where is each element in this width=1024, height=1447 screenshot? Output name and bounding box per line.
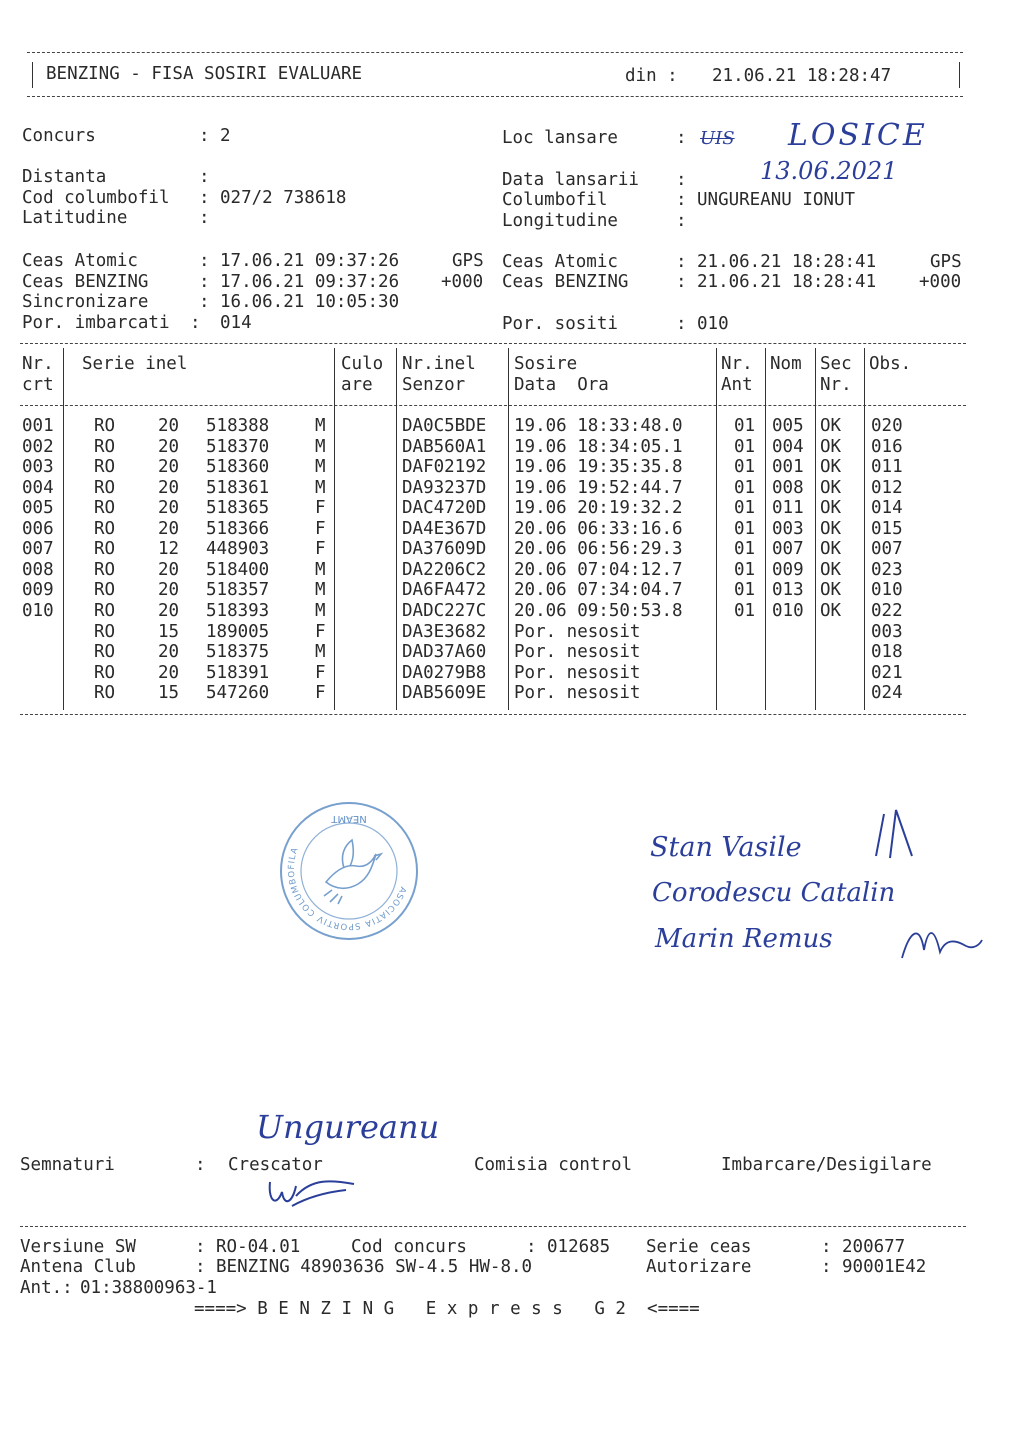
row-ring: 518370	[206, 436, 270, 457]
longitudine-label: Longitudine	[502, 211, 618, 231]
row-ring: 518366	[206, 518, 270, 539]
divider	[32, 62, 33, 88]
row-ant: 01	[734, 457, 756, 478]
row-obs: 011	[871, 457, 903, 478]
row-sosire: Por. nesosit	[514, 683, 641, 704]
row-nom: 005	[772, 416, 804, 436]
row-sex: M	[315, 416, 326, 436]
semnaturi-label: Semnaturi	[20, 1155, 115, 1175]
row-sosire: 20.06 06:56:29.3	[514, 539, 683, 560]
row-nr: 005	[22, 498, 54, 519]
row-ring: 518375	[206, 642, 270, 663]
row-sosire: 20.06 07:34:04.7	[514, 580, 683, 601]
row-obs: 012	[871, 477, 903, 498]
row-sex: M	[315, 477, 326, 498]
ceas-benzing-end-suffix: +000	[919, 272, 962, 292]
row-country: RO	[94, 559, 116, 580]
row-sosire: 20.06 06:33:16.6	[514, 518, 683, 539]
ceas-benzing-end-value: 21.06.21 18:28:41	[697, 272, 877, 292]
columbofil-value: UNGUREANU IONUT	[697, 190, 856, 210]
row-nom: 004	[772, 436, 804, 457]
row-sec: OK	[820, 539, 842, 560]
row-nr: 004	[22, 477, 54, 498]
row-ant: 01	[734, 600, 756, 621]
row-nom: 007	[772, 539, 804, 560]
row-senzor: DA37609D	[402, 539, 487, 560]
row-year: 20	[158, 436, 180, 457]
row-country: RO	[94, 498, 116, 519]
cod-columbofil-label: Cod columbofil	[22, 188, 170, 208]
commission-signature-3: Marin Remus	[655, 924, 833, 954]
row-sex: M	[315, 559, 326, 580]
row-nr: 003	[22, 457, 54, 478]
row-nom: 010	[772, 600, 804, 621]
col-header-sec-sub: Nr.	[820, 375, 852, 395]
divider	[20, 1226, 966, 1227]
row-sosire: 20.06 07:04:12.7	[514, 559, 683, 580]
imbarcati-value: 014	[220, 313, 252, 333]
row-obs: 021	[871, 662, 903, 683]
row-nr: 001	[22, 416, 54, 436]
row-country: RO	[94, 621, 116, 642]
col-header-nom: Nom	[770, 354, 802, 374]
row-senzor: DA0C5BDE	[402, 416, 487, 436]
col-header-obs: Obs.	[869, 354, 912, 374]
divider	[20, 343, 966, 344]
row-year: 20	[158, 559, 180, 580]
row-sosire: 19.06 18:34:05.1	[514, 436, 683, 457]
row-obs: 022	[871, 600, 903, 621]
sositi-label: Por. sositi	[502, 314, 618, 334]
row-country: RO	[94, 539, 116, 560]
row-sosire: 19.06 19:52:44.7	[514, 477, 683, 498]
signature-mark	[900, 920, 984, 966]
row-obs: 016	[871, 436, 903, 457]
row-sosire: Por. nesosit	[514, 642, 641, 663]
antena-label: Antena Club	[20, 1257, 136, 1277]
row-sex: F	[315, 662, 326, 683]
imbarcare-label: Imbarcare/Desigilare	[721, 1155, 932, 1175]
row-obs: 003	[871, 621, 903, 642]
col-header-nr: Nr.	[22, 354, 54, 374]
row-year: 20	[158, 498, 180, 519]
divider	[508, 348, 509, 710]
col-header-culoare-sub: are	[341, 375, 373, 395]
row-nr: 008	[22, 559, 54, 580]
row-sec: OK	[820, 436, 842, 457]
row-sex: F	[315, 621, 326, 642]
row-obs: 010	[871, 580, 903, 601]
row-ring: 448903	[206, 539, 270, 560]
divider	[815, 348, 816, 710]
row-year: 20	[158, 580, 180, 601]
col-header-sosire: Sosire	[514, 354, 578, 374]
col-header-senzor: Nr.inel	[402, 354, 476, 374]
divider	[959, 62, 960, 88]
row-obs: 018	[871, 642, 903, 663]
row-year: 12	[158, 539, 180, 560]
crescator-handwritten-name: Ungureanu	[256, 1108, 440, 1146]
ceas-benzing-start-suffix: +000	[441, 272, 484, 292]
serie-ceas-label: Serie ceas	[646, 1237, 752, 1257]
row-country: RO	[94, 662, 116, 683]
row-sosire: 19.06 19:35:35.8	[514, 457, 683, 478]
row-country: RO	[94, 642, 116, 663]
row-sec: OK	[820, 559, 842, 580]
row-obs: 024	[871, 683, 903, 704]
row-country: RO	[94, 477, 116, 498]
ant-value: 01:38800963-1	[80, 1278, 217, 1298]
row-obs: 023	[871, 559, 903, 580]
cod-concurs-value: 012685	[547, 1237, 611, 1257]
dove-icon	[324, 840, 381, 904]
row-ant: 01	[734, 539, 756, 560]
row-nom: 001	[772, 457, 804, 478]
col-header-culoare: Culo	[341, 354, 384, 374]
row-senzor: DA0279B8	[402, 662, 487, 683]
row-sex: M	[315, 600, 326, 621]
autorizare-label: Autorizare	[646, 1257, 752, 1277]
row-nr: 007	[22, 539, 54, 560]
sincronizare-label: Sincronizare	[22, 292, 149, 312]
antena-value: BENZING 48903636 SW-4.5 HW-8.0	[216, 1257, 533, 1277]
row-country: RO	[94, 436, 116, 457]
row-nr: 002	[22, 436, 54, 457]
serie-ceas-value: 200677	[842, 1237, 906, 1257]
row-sec: OK	[820, 498, 842, 519]
row-senzor: DA3E3682	[402, 621, 487, 642]
autorizare-value: 90001E42	[842, 1257, 927, 1277]
row-ant: 01	[734, 477, 756, 498]
row-ring: 189005	[206, 621, 270, 642]
ceas-atomic-start-value: 17.06.21 09:37:26	[220, 251, 400, 271]
row-senzor: DA2206C2	[402, 559, 487, 580]
row-ring: 518365	[206, 498, 270, 519]
row-year: 20	[158, 416, 180, 436]
col-header-ant: Nr.	[721, 354, 753, 374]
divider	[20, 405, 966, 406]
signature-mark	[866, 806, 918, 862]
row-senzor: DAF02192	[402, 457, 487, 478]
row-ring: 518388	[206, 416, 270, 436]
ceas-benzing-start-value: 17.06.21 09:37:26	[220, 272, 400, 292]
divider	[27, 52, 963, 53]
data-lansarii-handwritten: 13.06.2021	[760, 157, 898, 185]
divider	[63, 348, 64, 710]
row-sex: F	[315, 498, 326, 519]
row-nom: 011	[772, 498, 804, 519]
crescator-label: Crescator	[228, 1155, 323, 1175]
row-senzor: DAB5609E	[402, 683, 487, 704]
row-sosire: 19.06 20:19:32.2	[514, 498, 683, 519]
row-nom: 013	[772, 580, 804, 601]
row-ant: 01	[734, 580, 756, 601]
row-ring: 518360	[206, 457, 270, 478]
row-year: 15	[158, 621, 180, 642]
crescator-signature	[262, 1170, 362, 1216]
row-sec: OK	[820, 600, 842, 621]
row-country: RO	[94, 580, 116, 601]
col-header-sec: Sec	[820, 354, 852, 374]
report-date: 21.06.21 18:28:47	[712, 66, 892, 86]
row-ring: 547260	[206, 683, 270, 704]
sincronizare-value: 16.06.21 10:05:30	[220, 292, 400, 312]
divider	[27, 96, 963, 97]
row-sosire: 20.06 09:50:53.8	[514, 600, 683, 621]
row-ring: 518361	[206, 477, 270, 498]
ant-label: Ant.:	[20, 1278, 73, 1298]
distanta-label: Distanta	[22, 167, 107, 187]
row-senzor: DA6FA472	[402, 580, 487, 601]
row-nr: 009	[22, 580, 54, 601]
row-obs: 007	[871, 539, 903, 560]
loc-lansare-struck: UIS	[700, 128, 735, 149]
row-country: RO	[94, 683, 116, 704]
divider	[20, 714, 966, 715]
report-title: BENZING - FISA SOSIRI EVALUARE	[46, 64, 363, 84]
ceas-atomic-start-label: Ceas Atomic	[22, 251, 138, 271]
report-date-label: din :	[625, 66, 678, 86]
row-sex: F	[315, 539, 326, 560]
row-sex: M	[315, 580, 326, 601]
divider	[864, 348, 865, 710]
row-senzor: DAC4720D	[402, 498, 487, 519]
row-ring: 518393	[206, 600, 270, 621]
row-ring: 518400	[206, 559, 270, 580]
row-country: RO	[94, 416, 116, 436]
row-year: 20	[158, 457, 180, 478]
row-country: RO	[94, 600, 116, 621]
row-year: 20	[158, 600, 180, 621]
cod-columbofil-value: 027/2 738618	[220, 188, 347, 208]
row-year: 15	[158, 683, 180, 704]
row-sosire: 19.06 18:33:48.0	[514, 416, 683, 436]
commission-signature-2: Corodescu Catalin	[652, 878, 896, 908]
data-lansarii-label: Data lansarii	[502, 170, 639, 190]
row-obs: 014	[871, 498, 903, 519]
commission-signature-1: Stan Vasile	[650, 832, 802, 863]
stamp-ring-text: ASOCIATIA SPORTIV COLUMBOFILA	[286, 845, 408, 932]
ceas-atomic-end-value: 21.06.21 18:28:41	[697, 252, 877, 272]
row-sec: OK	[820, 580, 842, 601]
row-sex: M	[315, 457, 326, 478]
row-senzor: DADC227C	[402, 600, 487, 621]
club-stamp	[278, 798, 420, 944]
row-country: RO	[94, 518, 116, 539]
row-nr: 010	[22, 600, 54, 621]
stamp-top-text: NEAMT	[331, 813, 367, 824]
row-ring: 518391	[206, 662, 270, 683]
row-year: 20	[158, 518, 180, 539]
divider	[716, 348, 717, 710]
imbarcati-label: Por. imbarcati	[22, 313, 170, 333]
row-country: RO	[94, 457, 116, 478]
row-ant: 01	[734, 416, 756, 436]
row-nom: 009	[772, 559, 804, 580]
row-senzor: DAB560A1	[402, 436, 487, 457]
row-obs: 015	[871, 518, 903, 539]
ceas-atomic-start-suffix: GPS	[452, 251, 484, 271]
sositi-value: 010	[697, 314, 729, 334]
row-senzor: DA4E367D	[402, 518, 487, 539]
ceas-atomic-end-suffix: GPS	[930, 252, 962, 272]
row-year: 20	[158, 477, 180, 498]
loc-lansare-label: Loc lansare	[502, 128, 618, 148]
latitudine-label: Latitudine	[22, 208, 128, 228]
col-header-sosire-sub: Data Ora	[514, 375, 609, 395]
comisia-label: Comisia control	[474, 1155, 633, 1175]
row-sec: OK	[820, 457, 842, 478]
col-header-senzor-sub: Senzor	[402, 375, 466, 395]
col-header-serie: Serie inel	[82, 354, 188, 374]
row-sex: M	[315, 642, 326, 663]
divider	[396, 348, 397, 710]
row-year: 20	[158, 642, 180, 663]
row-senzor: DAD37A60	[402, 642, 487, 663]
row-sec: OK	[820, 416, 842, 436]
row-sex: F	[315, 683, 326, 704]
ceas-benzing-end-label: Ceas BENZING	[502, 272, 629, 292]
row-ant: 01	[734, 436, 756, 457]
divider	[765, 348, 766, 710]
versiune-value: RO-04.01	[216, 1237, 301, 1257]
row-ant: 01	[734, 498, 756, 519]
versiune-label: Versiune SW	[20, 1237, 136, 1257]
row-sec: OK	[820, 518, 842, 539]
col-header-ant-sub: Ant	[721, 375, 753, 395]
row-senzor: DA93237D	[402, 477, 487, 498]
row-sosire: Por. nesosit	[514, 662, 641, 683]
row-sec: OK	[820, 477, 842, 498]
loc-lansare-handwritten: LOSICE	[788, 118, 928, 153]
ceas-atomic-end-label: Ceas Atomic	[502, 252, 618, 272]
row-ant: 01	[734, 559, 756, 580]
row-sex: F	[315, 518, 326, 539]
row-obs: 020	[871, 416, 903, 436]
cod-concurs-label: Cod concurs	[351, 1237, 467, 1257]
row-ant: 01	[734, 518, 756, 539]
col-header-nr-sub: crt	[22, 375, 54, 395]
row-nom: 008	[772, 477, 804, 498]
ceas-benzing-start-label: Ceas BENZING	[22, 272, 149, 292]
row-nr: 006	[22, 518, 54, 539]
columbofil-label: Columbofil	[502, 190, 608, 210]
row-nom: 003	[772, 518, 804, 539]
concurs-label: Concurs	[22, 126, 96, 146]
row-ring: 518357	[206, 580, 270, 601]
benzing-express-banner: ====> B E N Z I N G E x p r e s s G 2 <====	[194, 1299, 700, 1319]
divider	[334, 348, 335, 710]
row-sosire: Por. nesosit	[514, 621, 641, 642]
row-sex: M	[315, 436, 326, 457]
concurs-value: 2	[220, 126, 231, 146]
row-year: 20	[158, 662, 180, 683]
